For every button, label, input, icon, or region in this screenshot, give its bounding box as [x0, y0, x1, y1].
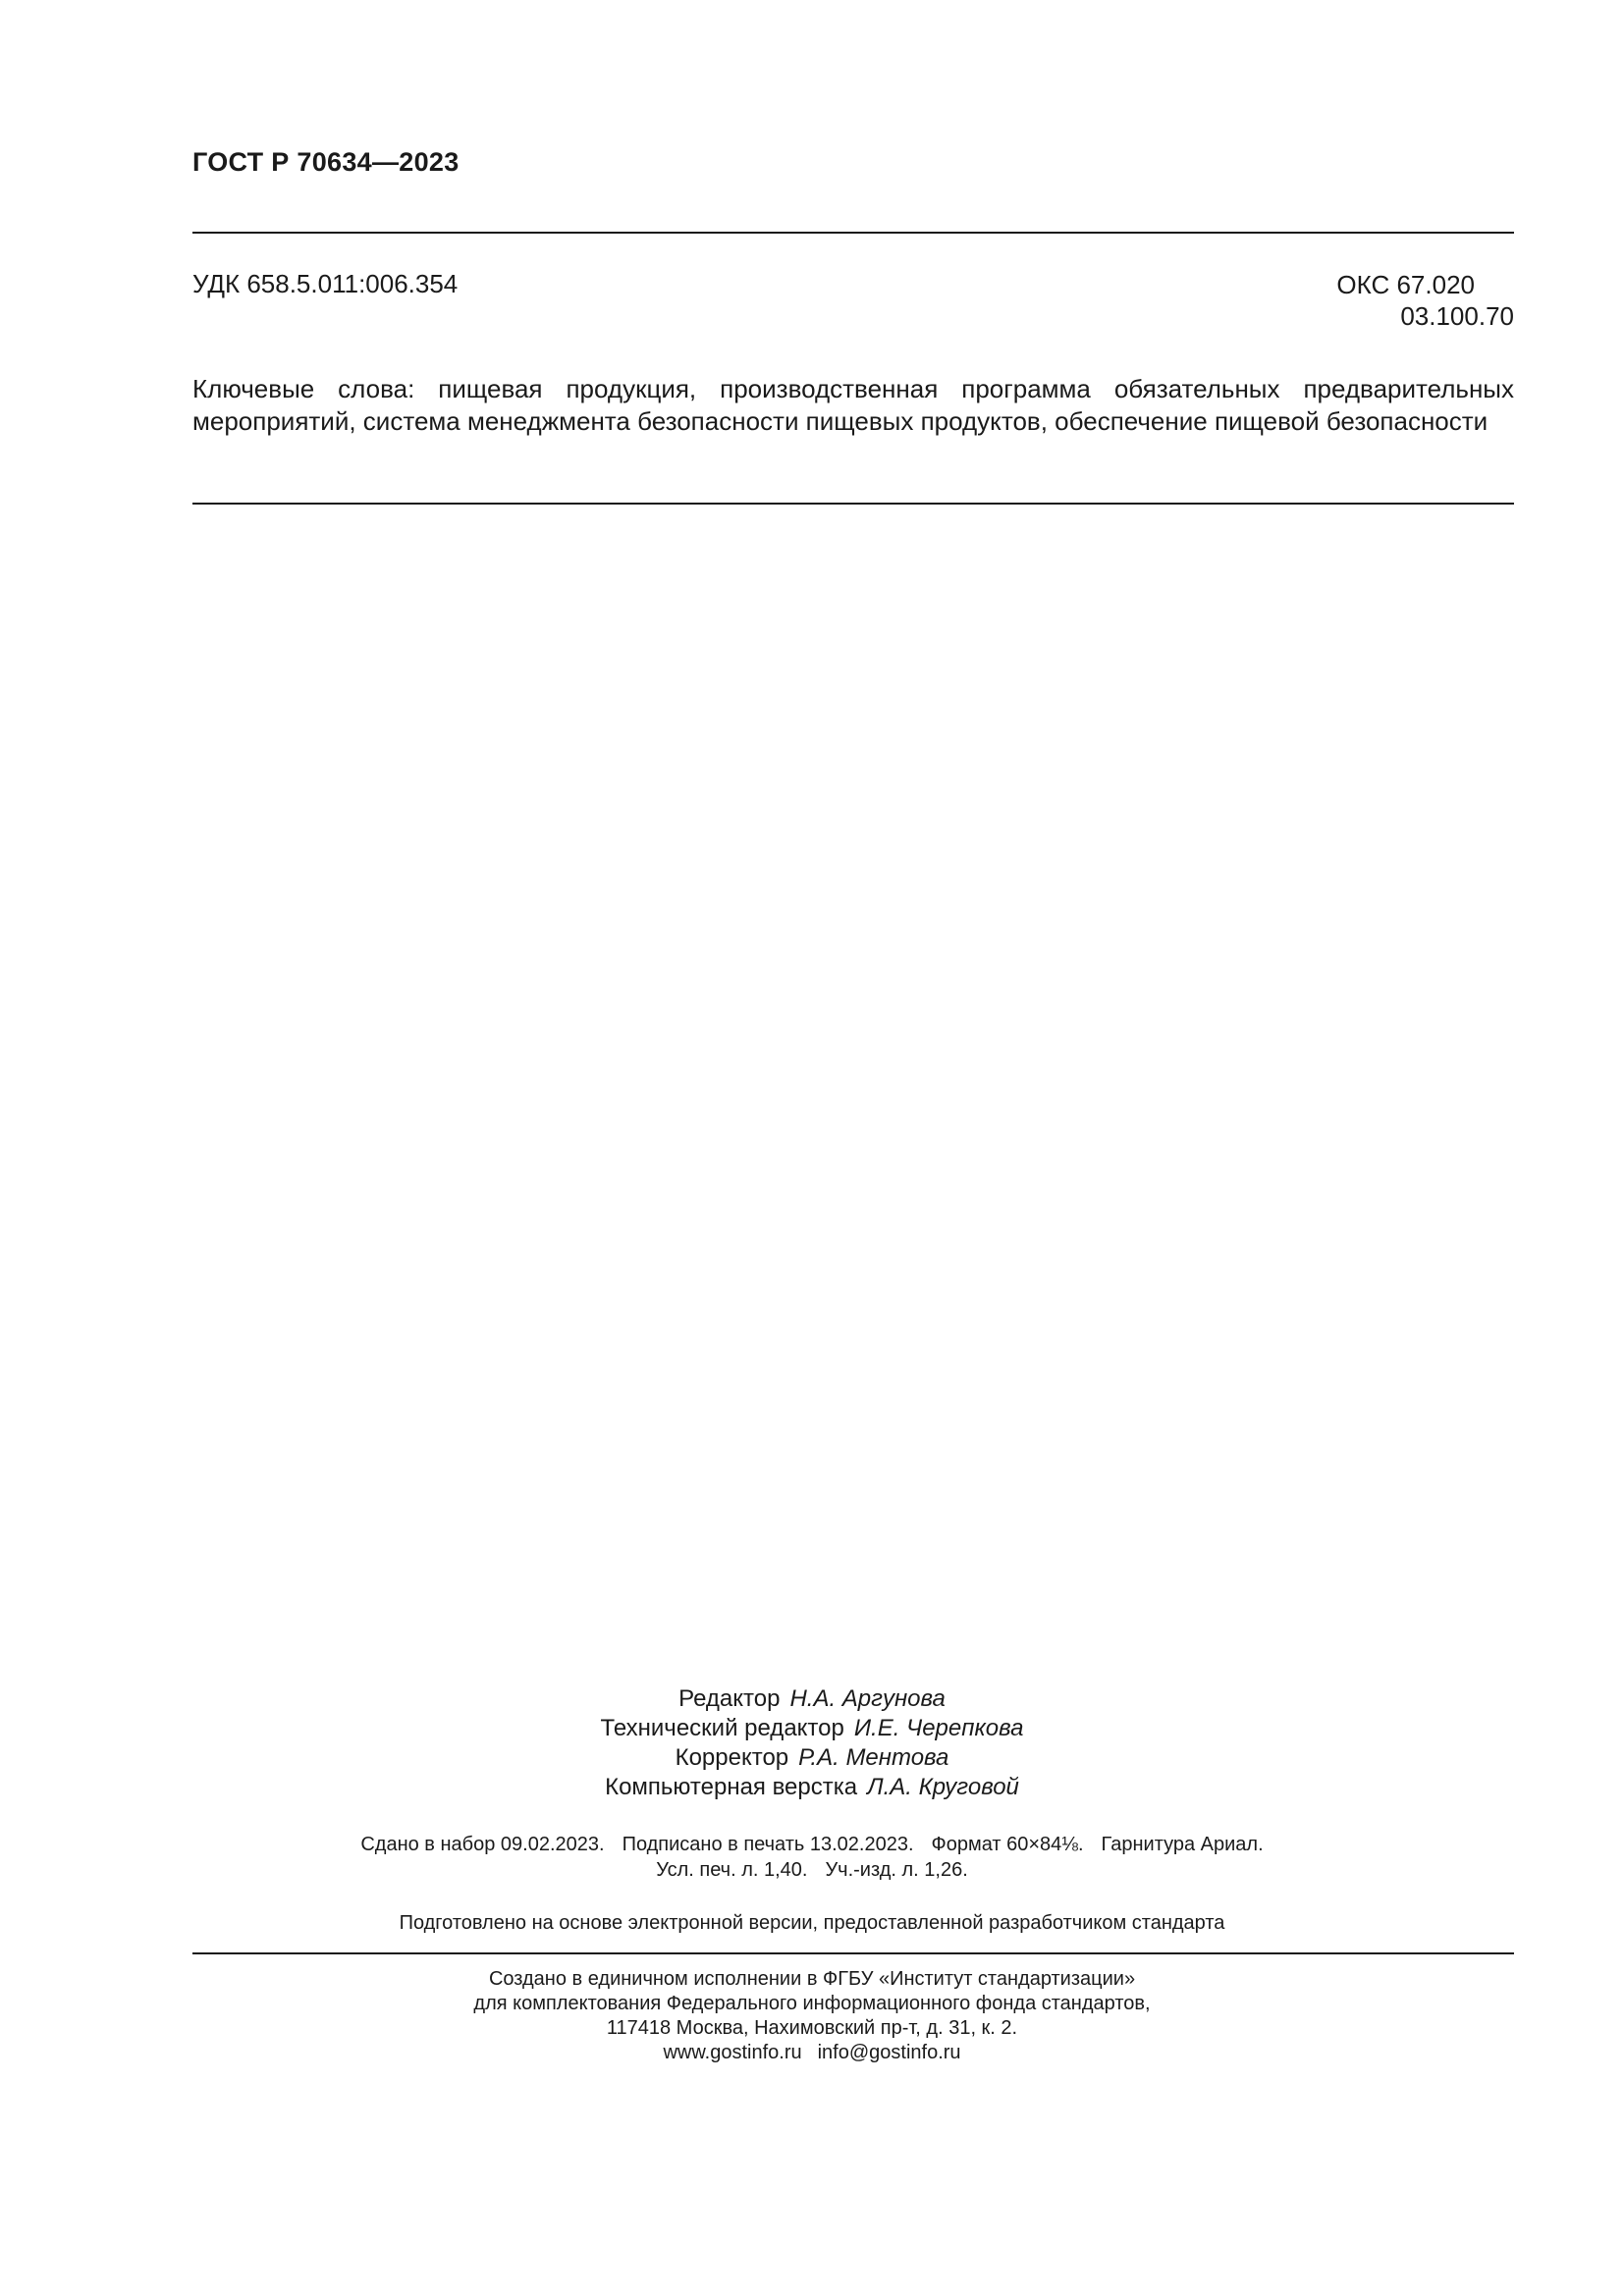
print-details-row-1 [0, 1832, 1624, 1857]
print-details [0, 1832, 1624, 1883]
oks-code-secondary: 03.100.70 [1400, 301, 1514, 331]
staff-role: Корректор [675, 1744, 789, 1771]
publisher-info [0, 1967, 1624, 2065]
staff-role: Технический редактор [600, 1715, 844, 1741]
publishing-sheets: Уч.-изд. л. 1,26. [825, 1859, 968, 1881]
publisher-divider [192, 1952, 1514, 1954]
staff-role: Редактор [678, 1685, 781, 1712]
staff-row-technical-editor [0, 1714, 1624, 1743]
document-code: ГОСТ Р 70634—2023 [192, 147, 460, 177]
oks-code-primary: ОКС 67.020 [1336, 270, 1475, 299]
staff-row-editor [0, 1684, 1624, 1714]
top-divider [192, 232, 1514, 234]
publisher-line: для комплектования Федерального информационного фонда стандартов, [473, 1993, 1151, 2014]
editorial-staff [0, 1684, 1624, 1802]
email-link[interactable]: info@gostinfo.ru [817, 2042, 961, 2063]
staff-name: Л.А. Круговой [867, 1774, 1019, 1800]
print-details-row-2 [0, 1857, 1624, 1883]
paper-format: Формат 60×84⅛. [931, 1834, 1084, 1855]
staff-row-layout [0, 1773, 1624, 1802]
udk-code: УДК 658.5.011:006.354 [192, 269, 459, 298]
staff-name: Р.А. Ментова [798, 1744, 949, 1771]
keywords-divider [192, 503, 1514, 505]
prepared-note: Подготовлено на основе электронной версии, предоставленной разработчиком стандарта [399, 1912, 1225, 1934]
staff-name: Н.А. Аргунова [789, 1685, 946, 1712]
submitted-date: Сдано в набор 09.02.2023. [360, 1834, 605, 1855]
staff-name: И.Е. Черепкова [853, 1715, 1024, 1741]
signed-date: Подписано в печать 13.02.2023. [622, 1834, 914, 1855]
typeface: Гарнитура Ариал. [1101, 1834, 1264, 1855]
publisher-line: Создано в единичном исполнении в ФГБУ «Институт стандартизации» [488, 1968, 1136, 1990]
publisher-contacts [0, 2041, 1624, 2065]
keywords-paragraph: Ключевые слова: пищевая продукция, производственная программа обязательных предварительных мероприятий, система менеджмента безопасности пищевых продуктов, обеспечение пищевой безопасности [192, 374, 1514, 436]
publisher-address: 117418 Москва, Нахимовский пр-т, д. 31, к. 2. [606, 2017, 1018, 2039]
print-sheets: Усл. печ. л. 1,40. [656, 1859, 808, 1881]
website-link[interactable]: www.gostinfo.ru [663, 2042, 802, 2063]
staff-row-proofreader [0, 1743, 1624, 1773]
oks-codes [1336, 269, 1514, 332]
staff-role: Компьютерная верстка [605, 1774, 858, 1800]
